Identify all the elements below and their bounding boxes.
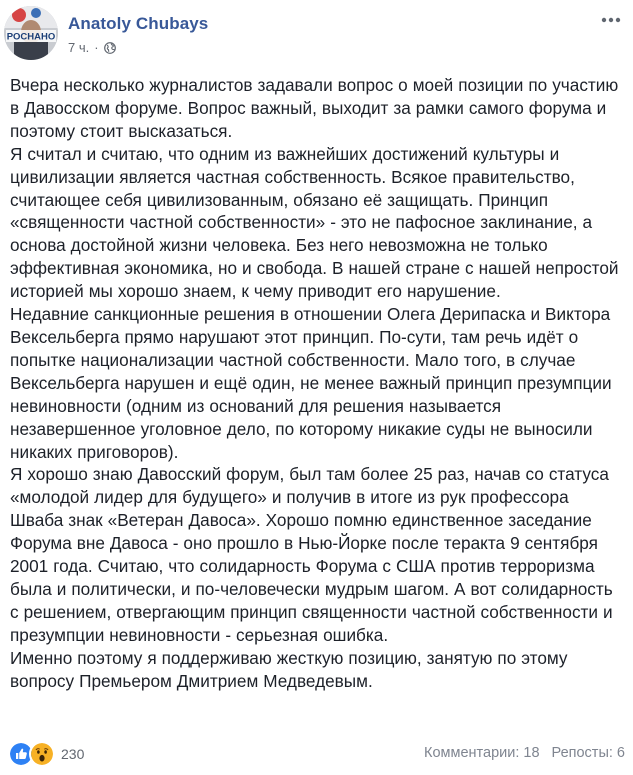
post-header [0, 0, 633, 72]
engagement-counts [424, 745, 625, 761]
post-text [10, 74, 626, 692]
post-paragraph: Я хорошо знаю Давосский форум, был там более 25 раз, начав со статуса «молодой лидер для будущего» и получив в итоге из рук профессора Шваба знак «Ветеран Давоса». Хорошо помню единственное заседание Форума вне Давоса - оно прошло в Нью-Йорке после теракта 9 сентября 2001 года. Считаю, что солидарность Форума с США против терроризма была и политически, и по-человечески мудрым шагом. А вот солидарность с решением, отвергающим принцип священности частной собственности и презумпции невиновности - серьезная ошибка. [10, 464, 613, 645]
avatar-image [4, 6, 58, 60]
comments-count[interactable]: Комментарии: 18 [424, 745, 540, 761]
globe-icon[interactable] [104, 42, 116, 54]
reaction-count[interactable]: 230 [61, 746, 85, 762]
post-footer [0, 740, 633, 770]
post-paragraph: Недавние санкционные решения в отношении Олега Дерипаска и Виктора Вексельберга прямо нарушают этот принцип. По-сути, там речь идёт о попытке национализации частной собственности. Мало того, в случае Вексельберга нарушен и ещё один, не менее важный принцип презумпции невиновности (одним из оснований для решения называется незавершенное уголовное дело, по которому никакие суды не выносили никаких приговоров). [10, 304, 612, 462]
post-options-button[interactable] [599, 10, 623, 30]
post-paragraph: Я считал и считаю, что одним из важнейших достижений культуры и цивилизации является частная собственность. Всякое правительство, считающее себя цивилизованным, обязано её защищать. Принцип «священности частной собственности» - это не пафосное заклинание, а основа достойной жизни человека. Без него невозможна не только эффективная экономика, но и свобода. В нашей стране с нашей непростой историей мы хорошо знаем, к чему приводит его нарушение. [10, 143, 619, 302]
post-meta [68, 40, 116, 55]
author-name[interactable]: Anatoly Chubays [68, 14, 209, 33]
wow-icon [29, 741, 55, 767]
reactions-summary[interactable] [8, 740, 84, 768]
more-horizontal-icon [601, 17, 621, 23]
avatar-logo-text: РОСНАНО [6, 31, 56, 43]
shares-count[interactable]: Репосты: 6 [551, 745, 625, 761]
meta-separator: · [94, 40, 99, 55]
avatar[interactable] [4, 6, 58, 60]
post-paragraph: Вчера несколько журналистов задавали вопрос о моей позиции по участию в Давосском форуме. Вопрос важный, выходит за рамки самого форума и поэтому стоит высказаться. [10, 75, 619, 141]
post-paragraph: Именно поэтому я поддерживаю жесткую позицию, занятую по этому вопросу Премьером Дмитрием Медведевым. [10, 647, 568, 691]
post-timestamp[interactable]: 7 ч. [68, 40, 90, 55]
